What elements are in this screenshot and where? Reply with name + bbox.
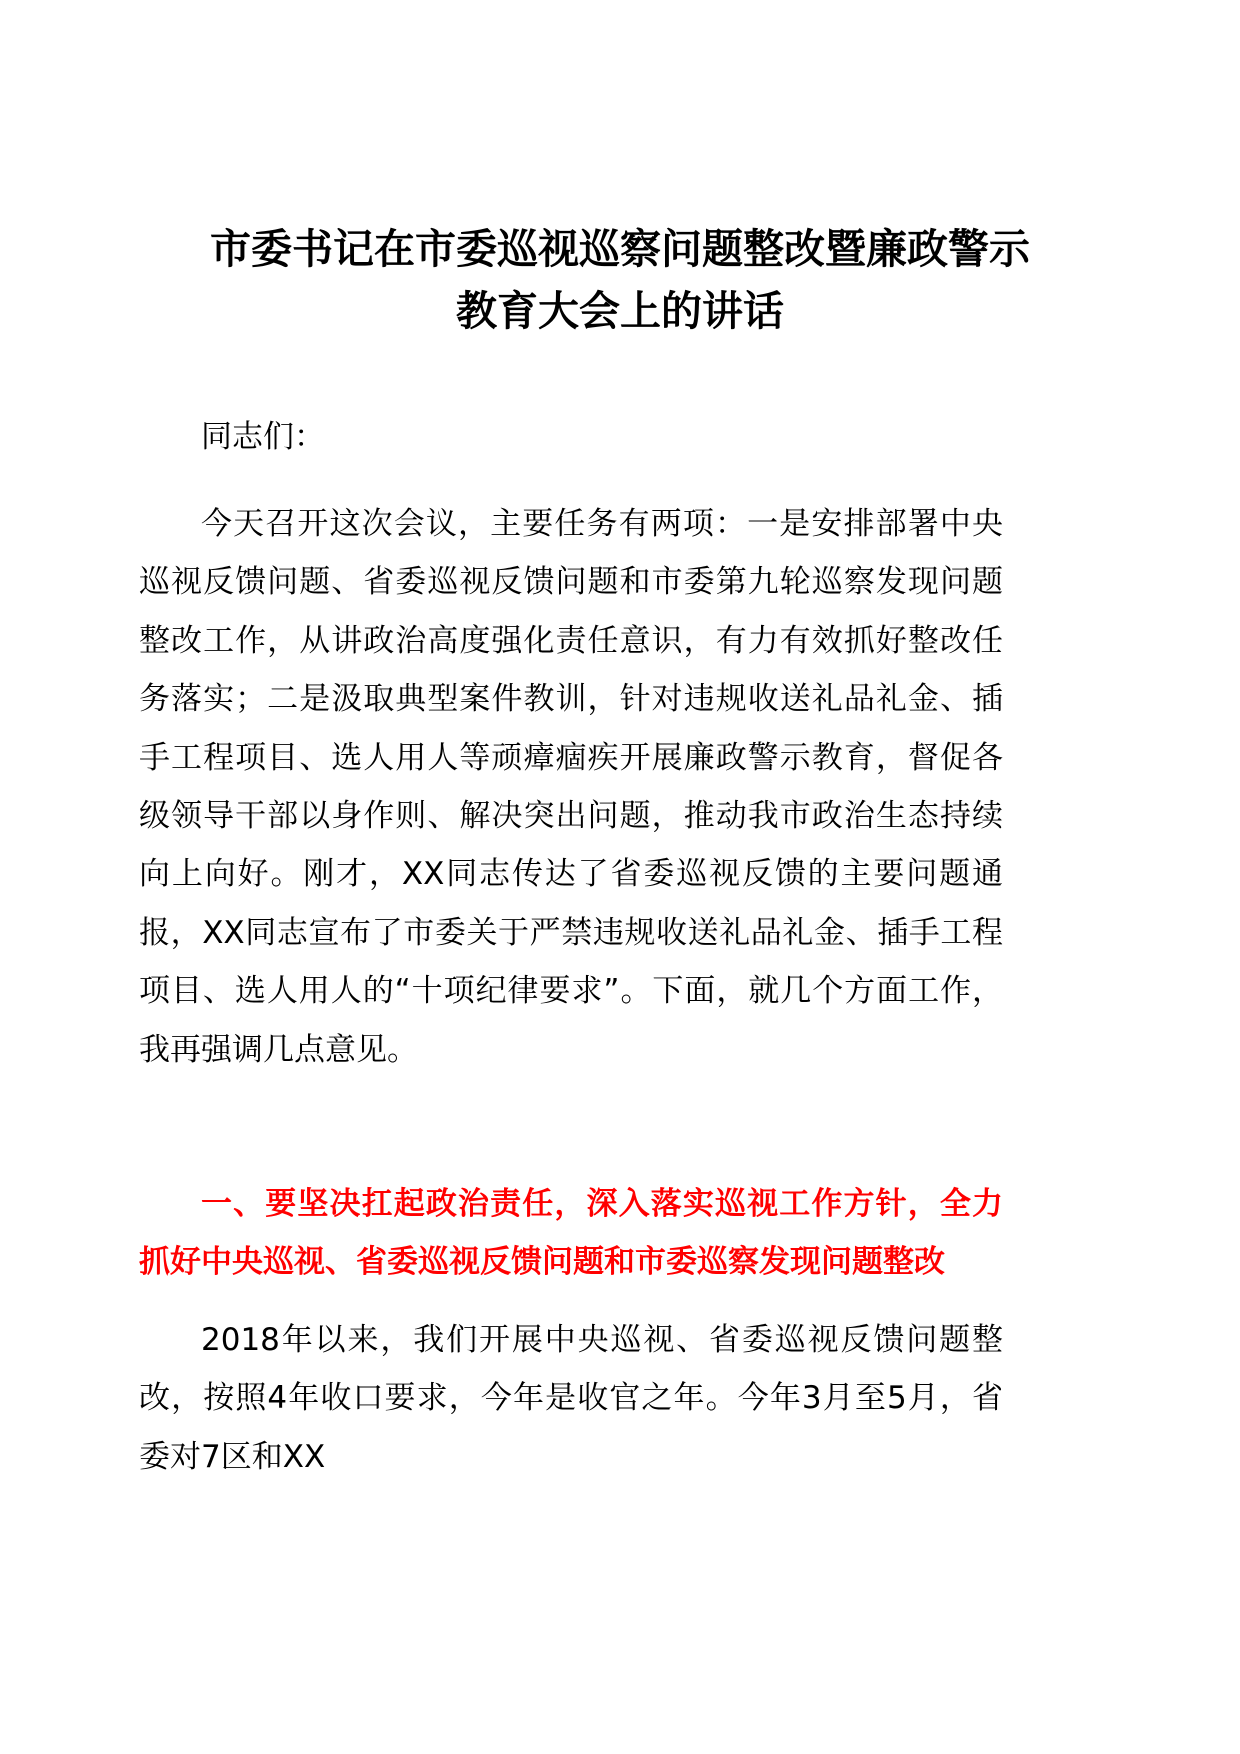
- title-line-1: 市委书记在市委巡视巡察问题整改暨廉政警示: [210, 225, 1030, 273]
- section-1-paragraph: 2018年以来，我们开展中央巡视、省委巡视反馈问题整改，按照4年收口要求，今年是收官之年。今年3月至5月，省委对7区和XX: [139, 1322, 1003, 1475]
- title-line-2: 教育大会上的讲话: [456, 287, 784, 335]
- section-heading-1: 一、要坚决扛起政治责任，深入落实巡视工作方针，全力抓好中央巡视、省委巡视反馈问题和市委巡察发现问题整改: [139, 1186, 1003, 1281]
- salutation: 同志们：: [201, 419, 325, 455]
- opening-paragraph: 今天召开这次会议，主要任务有两项：一是安排部署中央巡视反馈问题、省委巡视反馈问题和市委第九轮巡察发现问题整改工作，从讲政治高度强化责任意识，有力有效抓好整改任务落实；二是汲取典型案件教训，针对违规收送礼品礼金、插手工程项目、选人用人等顽瘴痼疾开展廉政警示教育，督促各级领导干部以身作则、解决突出问题，推动我市政治生态持续向上向好。刚才，XX同志传达了省委巡视反馈的主要问题通报，XX同志宣布了市委关于严禁违规收送礼品礼金、插手工程项目、选人用人的“十项纪律要求”。下面，就几个方面工作，我再强调几点意见。: [139, 506, 1003, 1068]
- document-title: [140, 218, 1100, 342]
